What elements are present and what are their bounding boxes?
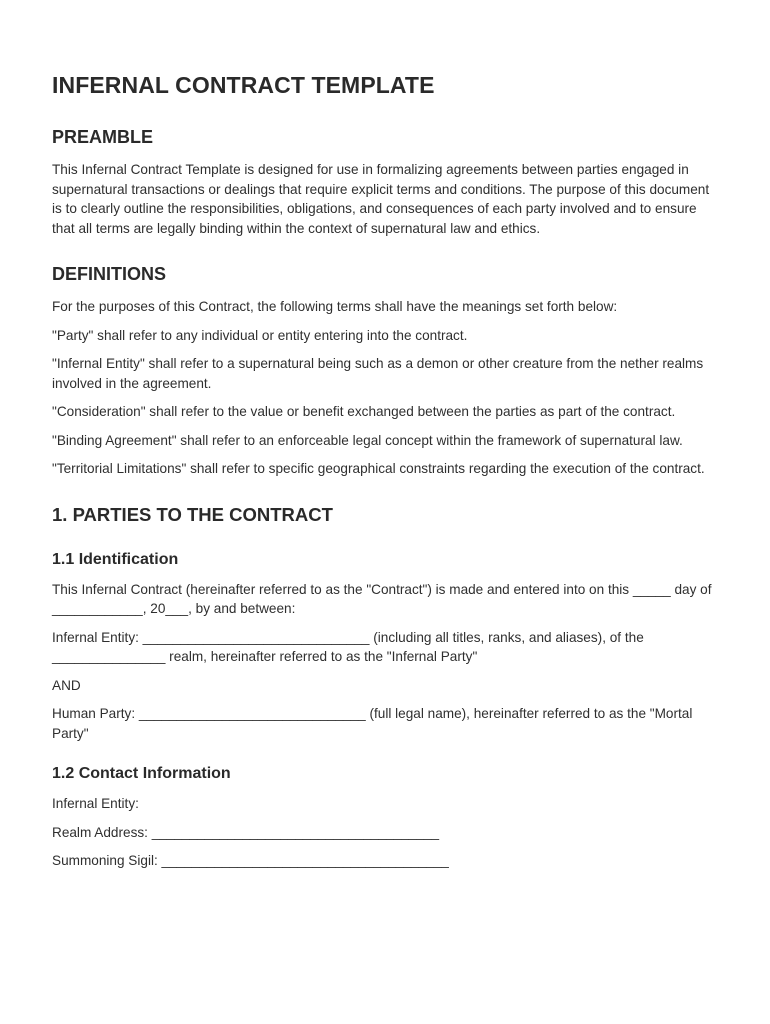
contact-line: Realm Address: ______________________________________ bbox=[52, 824, 440, 840]
identification-paragraph: Infernal Entity: ______________________________ (including all titles, ranks, and aliases), of the _______________ realm, hereinafter referred to as the "Infernal Party" bbox=[52, 629, 644, 664]
contact-heading: 1.2 Contact Information bbox=[52, 765, 231, 782]
preamble-heading: PREAMBLE bbox=[52, 127, 154, 147]
definition-item: "Consideration" shall refer to the value or benefit exchanged between the parties as part of the contract. bbox=[52, 404, 676, 419]
definition-item: "Infernal Entity" shall refer to a supernatural being such as a demon or other creature from the nether realms involved in the agreement. bbox=[52, 356, 704, 391]
identification-paragraph: AND bbox=[52, 677, 81, 693]
identification-paragraph: This Infernal Contract (hereinafter referred to as the "Contract") is made and entered into on this _____ day of ____________, 20___, by and between: bbox=[52, 581, 712, 616]
definitions-heading: DEFINITIONS bbox=[52, 264, 167, 284]
contact-line: Infernal Entity: bbox=[52, 796, 139, 811]
definition-item: "Territorial Limitations" shall refer to specific geographical constraints regarding the execution of the contract. bbox=[52, 461, 705, 476]
identification-paragraph: Human Party: ______________________________ (full legal name), hereinafter referred to as the "Mortal Party" bbox=[52, 706, 693, 741]
definition-item: "Party" shall refer to any individual or entity entering into the contract. bbox=[52, 327, 468, 343]
contact-line: Summoning Sigil: ______________________________________ bbox=[52, 853, 449, 868]
definitions-intro: For the purposes of this Contract, the following terms shall have the meanings set forth below: bbox=[52, 299, 618, 314]
identification-heading: 1.1 Identification bbox=[52, 550, 179, 568]
definition-item: "Binding Agreement" shall refer to an enforceable legal concept within the framework of supernatural law. bbox=[52, 432, 683, 448]
parties-heading: 1. PARTIES TO THE CONTRACT bbox=[52, 503, 333, 525]
document-title: INFERNAL CONTRACT TEMPLATE bbox=[52, 72, 435, 98]
preamble-text: This Infernal Contract Template is designed for use in formalizing agreements between parties engaged in supernatural transactions or dealings that require explicit terms and conditions. The purpose of this document is to clearly outline the responsibilities, obligations, and consequences of each party involved and to ensure that all terms are legally binding within the context of supernatural law and ethics. bbox=[52, 162, 710, 236]
